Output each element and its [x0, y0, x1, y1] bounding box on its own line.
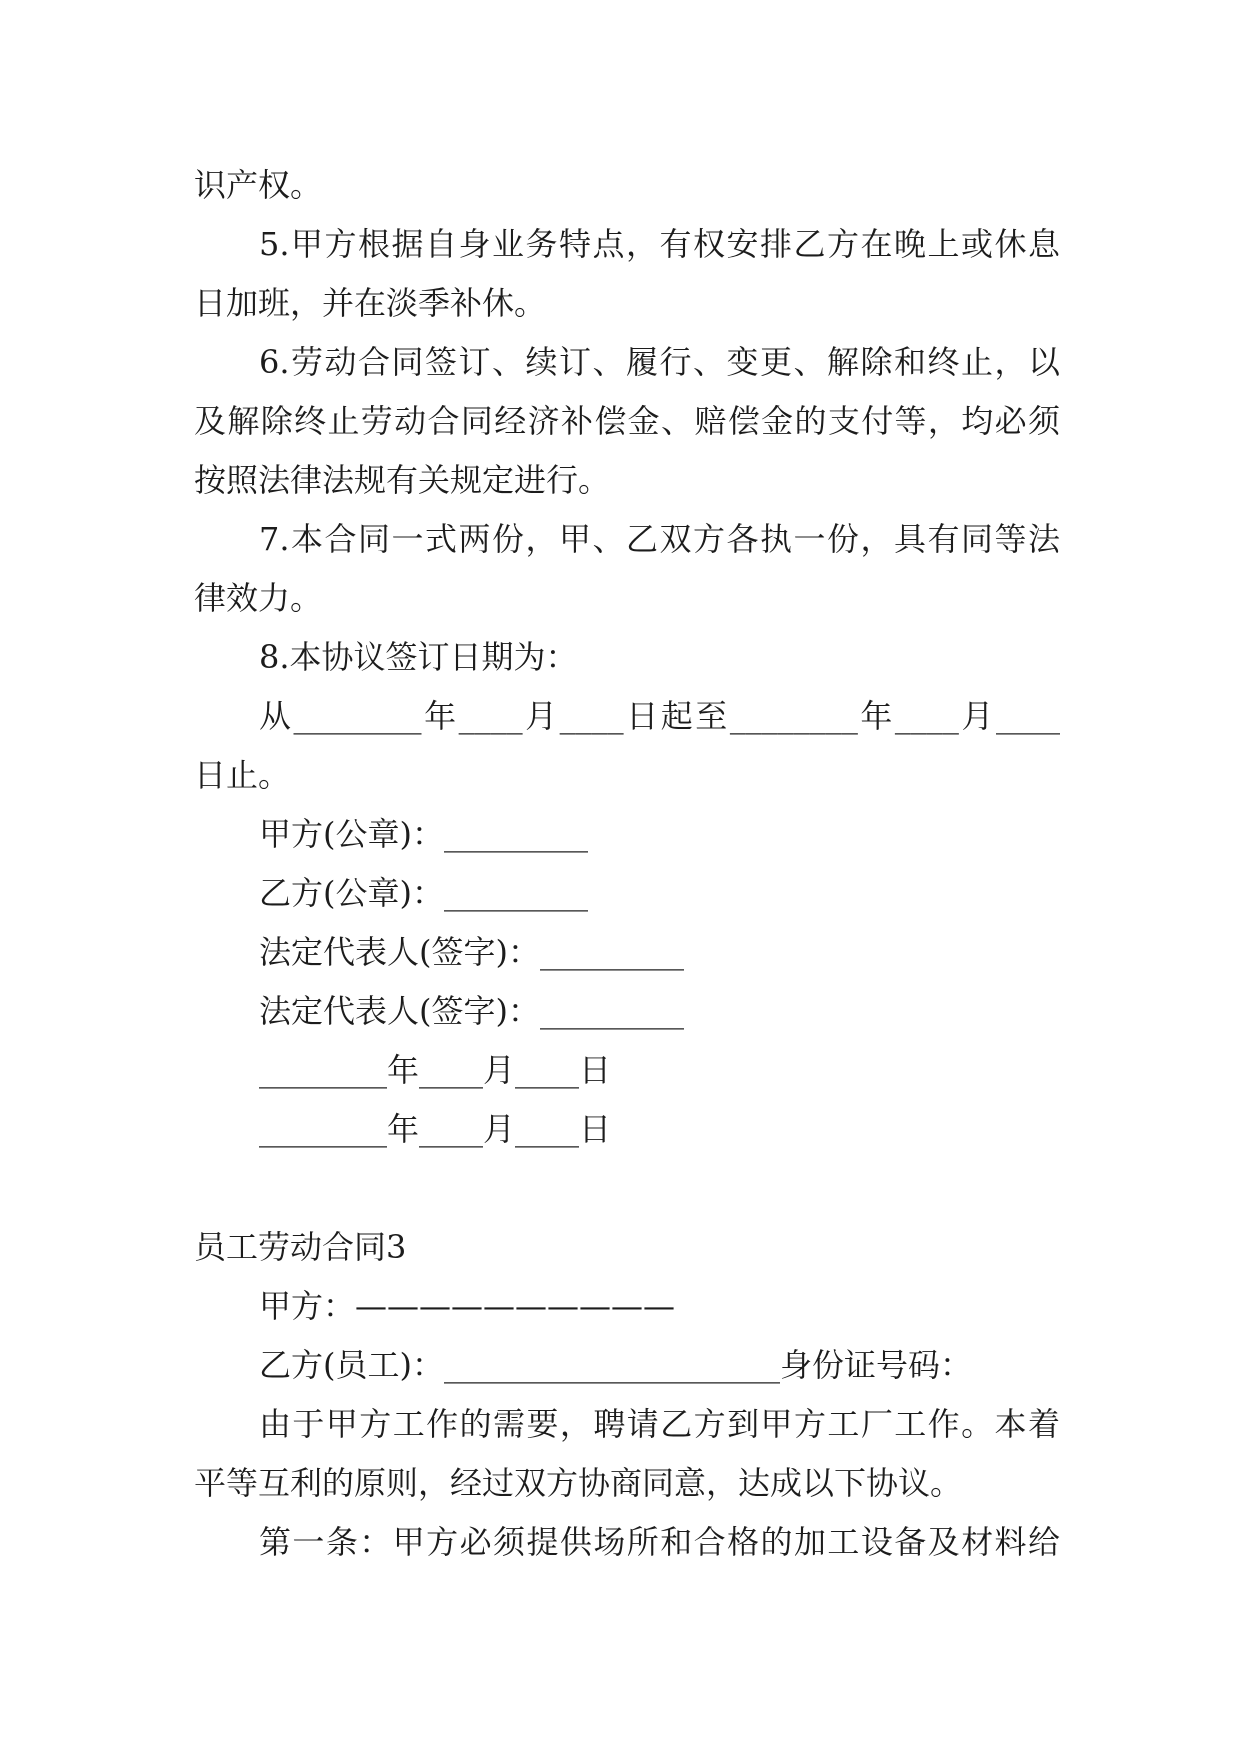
blank-line	[194, 1159, 1060, 1218]
legal-rep-signature-line: 法定代表人(签字)：_________	[259, 933, 684, 971]
party-a-line: 甲方：——————————	[259, 1287, 676, 1325]
party-b-seal-line: 乙方(公章)：_________	[259, 874, 588, 912]
clause-6	[194, 333, 1060, 510]
signing-date-line: ________年____月____日	[259, 1110, 612, 1148]
contract-term-line: 从________年____月____日起至________年____月____	[259, 697, 1060, 735]
clause-6-line: 按照法律法规有关规定进行。	[194, 461, 611, 499]
party-a-seal-line: 甲方(公章)：_________	[259, 815, 588, 853]
party-b-line: 乙方(员工)：_____________________身份证号码：	[259, 1346, 972, 1384]
clause-6-line: 及解除终止劳动合同经济补偿金、赔偿金的支付等，均必须	[194, 402, 1060, 440]
clause-7-line: 律效力。	[194, 579, 323, 617]
clause-7-line: 7.本合同一式两份，甲、乙双方各执一份，具有同等法	[259, 520, 1060, 558]
contract-3	[194, 1218, 1060, 1572]
clause-7	[194, 510, 1060, 628]
document-body	[194, 156, 1060, 1572]
preamble-line: 平等互利的原则，经过双方协商同意，达成以下协议。	[194, 1464, 963, 1502]
clause-5-line: 5.甲方根据自身业务特点，有权安排乙方在晚上或休息	[259, 225, 1060, 263]
clause-5-line: 日加班，并在淡季补休。	[194, 284, 547, 322]
preamble	[194, 1395, 1060, 1513]
clause-5	[194, 215, 1060, 333]
contract-title: 员工劳动合同3	[194, 1228, 407, 1266]
signing-date-line: ________年____月____日	[259, 1051, 612, 1089]
article-1: 第一条：甲方必须提供场所和合格的加工设备及材料给	[259, 1523, 1060, 1561]
preamble-line: 由于甲方工作的需要，聘请乙方到甲方工厂工作。本着	[259, 1405, 1060, 1443]
previous-clause-continuation: 识产权。	[194, 166, 323, 204]
clause-8: 8.本协议签订日期为：	[259, 638, 578, 676]
signature-block	[194, 805, 1060, 1159]
legal-rep-signature-line: 法定代表人(签字)：_________	[259, 992, 684, 1030]
contract-term	[194, 687, 1060, 805]
contract-term-line: 日止。	[194, 756, 291, 794]
clause-6-line: 6.劳动合同签订、续订、履行、变更、解除和终止，以	[259, 343, 1060, 381]
